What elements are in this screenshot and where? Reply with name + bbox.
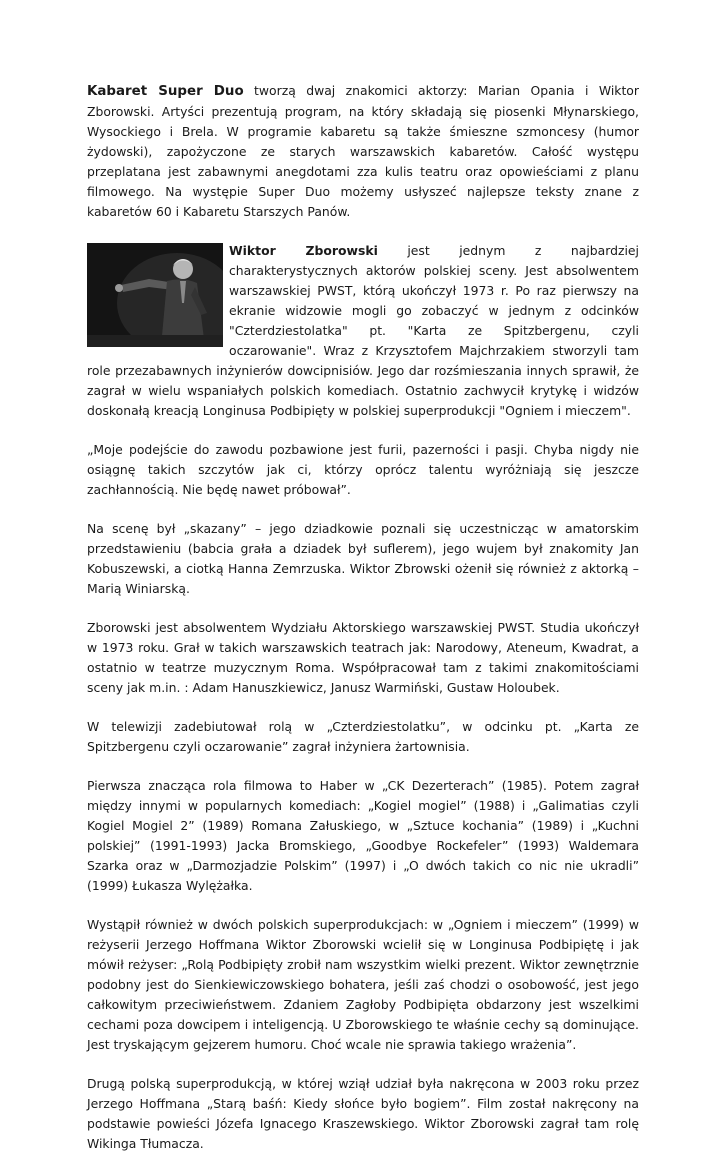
family-paragraph: Na scenę był „skazany” – jego dziadkowie poznali się uczestnicząc w amatorskim przedstawieniu (babcia grała a dziadek był suflerem), jego wujem był znakomity Jan Kobuszewski, a ciotką Hanna Zemrzuska. Wiktor Zbrowski ożenił się również z aktorką – Marią Winiarską.	[87, 521, 639, 596]
intro-text: tworzą dwaj znakomici aktorzy: Marian Opania i Wiktor Zborowski. Artyści prezentują program, na który składają się piosenki Młynarskiego, Wysockiego i Brela. W programie kabaretu są także śmieszne szmoncesy (humor żydowski), zapożyczone ze starych warszawskich kabaretów. Całość występu przeplatana jest zabawnymi anegdotami zza kulis teatru oraz opowieściami z planu filmowego. Na występie Super Duo możemy usłyszeć najlepsze teksty znane z kabaretów 60 i Kabaretu Starszych Panów.	[87, 83, 639, 219]
superproduction-paragraph: Wystąpił również w dwóch polskich superprodukcjach: w „Ogniem i mieczem” (1999) w reżyserii Jerzego Hoffmana Wiktor Zborowski wcielił się w Longinusa Podbipiętę i jak mówił reżyser: „Rolą Podbipięty zrobił nam wszystkim wielki prezent. Wiktor zewnętrznie podobny jest do Sienkiewiczowskiego bohatera, jeśli zaś chodzi o osobowość, jest jego całkowitym przeciwieństwem. Zdaniem Zagłoby Podbipięta obdarzony jest wszelkimi cechami poza dowcipem i inteligencją. U Zborowskiego te właśnie cechy są dominujące. Jest tryskającym gejzerem humoru. Choć wcale nie sprawia takiego wrażenia”.	[87, 917, 639, 1052]
tv-debut-paragraph: W telewizji zadebiutował rolą w „Czterdziestolatku”, w odcinku pt. „Karta ze Spitzbergenu czyli oczarowanie” zagrał inżyniera żartownisia.	[87, 719, 639, 754]
stara-basn-paragraph: Drugą polską superprodukcją, w której wziął udział była nakręcona w 2003 roku przez Jerzego Hoffmana „Starą baśń: Kiedy słońce było bogiem”. Film został nakręcony na podstawie powieści Józefa Ignacego Kraszewskiego. Wiktor Zborowski zagrał tam rolę Wikinga Tłumacza.	[87, 1076, 639, 1151]
document-body	[87, 81, 639, 1173]
intro-lead: Kabaret Super Duo	[87, 84, 244, 99]
quote-paragraph: „Moje podejście do zawodu pozbawione jest furii, pazerności i pasji. Chyba nigdy nie osiągnę takich szczytów jak ci, którzy oprócz talentu wyróżniają się jeszcze zachłannością. Nie będę nawet próbował”.	[87, 442, 639, 497]
actor-photo	[87, 243, 223, 347]
intro-paragraph	[87, 81, 639, 222]
actor-photo-figure	[87, 243, 223, 347]
bio-name: Wiktor Zborowski	[229, 243, 378, 258]
film-roles-paragraph: Pierwsza znacząca rola filmowa to Haber w „CK Dezerterach” (1985). Potem zagrał między innymi w popularnych komediach: „Kogiel mogiel” (1988) i „Galimatias czyli Kogiel Mogiel 2” (1989) Romana Załuskiego, w „Sztuce kochania” (1989) i „Kuchni polskiej” (1991-1993) Jacka Bromskiego, „Goodbye Rockefeler” (1993) Waldemara Szarka oraz w „Darmozjadzie Polskim” (1997) i „O dwóch takich co nic nie ukradli” (1999) Łukasza Wylężałka.	[87, 778, 639, 893]
education-paragraph: Zborowski jest absolwentem Wydziału Aktorskiego warszawskiej PWST. Studia ukończył w 1973 roku. Grał w takich warszawskich teatrach jak: Narodowy, Ateneum, Kwadrat, a ostatnio w teatrze muzycznym Roma. Współpracował tam z takimi znakomitościami sceny jak m.in. : Adam Hanuszkiewicz, Janusz Warmiński, Gustaw Holoubek.	[87, 620, 639, 695]
bio-paragraph	[87, 241, 639, 421]
bio-text: jest jednym z najbardziej charakterystycznych aktorów polskiej sceny. Jest absolwentem warszawskiej PWST, którą ukończył 1973 r. Po raz pierwszy na ekranie widzowie mogli go zobaczyć w jednym z odcinków "Czterdziestolatka" pt. "Karta ze Spitzbergenu, czyli oczarowanie". Wraz z Krzysztofem Majchrzakiem stworzyli tam role przezabawnych inżynierów dowcipnisiów. Jego dar rozśmieszania innych sprawił, że zagrał w wielu wspaniałych polskich komediach. Ostatnio zachwycił krytykę i widzów doskonałą kreacją Longinusa Podbipięty w polskiej superprodukcji "Ogniem i mieczem".	[87, 243, 639, 418]
